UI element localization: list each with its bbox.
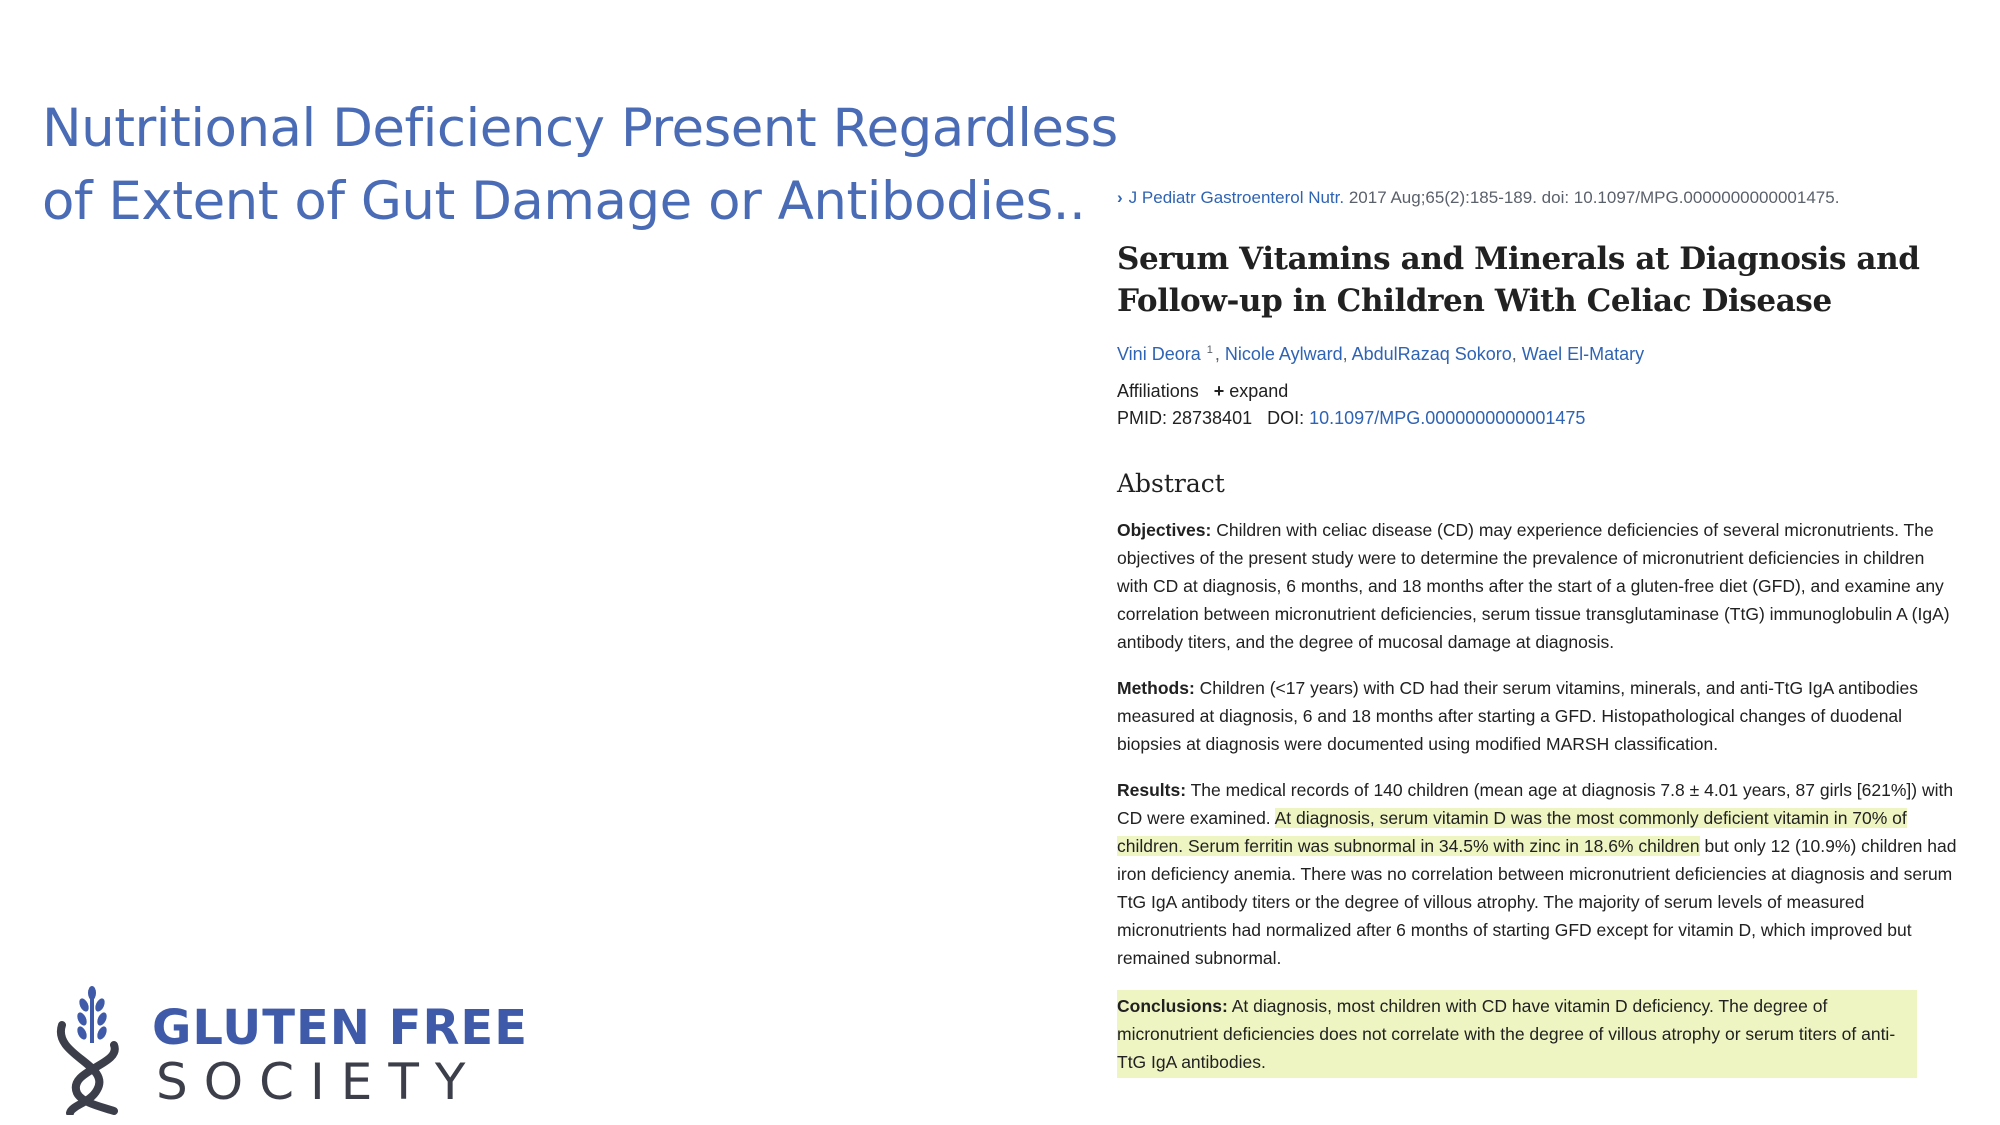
conclusions-text: At diagnosis, most children with CD have vitamin D deficiency. The degree of micronutrient deficiencies does not correlate with the degree of villous atrophy or serum titers of anti-TtG IgA antibodies. [1117, 996, 1896, 1072]
wheat-dna-icon [52, 985, 132, 1115]
pmid: PMID: 28738401 [1117, 408, 1253, 428]
doi-label: DOI: [1267, 408, 1305, 428]
gluten-free-society-logo [52, 985, 528, 1115]
plus-icon[interactable]: + [1213, 381, 1225, 401]
author-link[interactable]: Wael El-Matary [1521, 344, 1645, 364]
author-link[interactable]: AbdulRazaq Sokoro [1351, 344, 1512, 364]
article-title-line2: Follow-up in Children With Celiac Disease [1117, 283, 1832, 319]
abstract-body [1117, 516, 1957, 1078]
objectives-label: Objectives: [1117, 520, 1212, 540]
article-title-line1: Serum Vitamins and Minerals at Diagnosis and [1117, 241, 1920, 277]
affiliations-label: Affiliations [1117, 381, 1199, 401]
slide-title-line2: of Extent of Gut Damage or Antibodies.. [42, 171, 1086, 232]
doi-link[interactable]: 10.1097/MPG.0000000000001475 [1309, 408, 1586, 428]
article-title [1117, 238, 1957, 322]
methods-text: Children (<17 years) with CD had their serum vitamins, minerals, and anti-TtG IgA antibodies measured at diagnosis, 6 and 18 months after starting a GFD. Histopathological changes of duodenal biopsies at diagnosis were documented using modified MARSH classification. [1117, 678, 1918, 754]
results-highlight: At diagnosis, serum vitamin D was the most commonly deficient vitamin in 70% of children. Serum ferritin was subnormal in 34.5% with zinc in 18.6% children [1117, 808, 1907, 856]
citation [1117, 186, 1957, 210]
affiliation-marker[interactable]: 1 [1206, 344, 1213, 356]
article-screenshot [1117, 186, 1957, 1078]
conclusions-paragraph [1117, 990, 1957, 1078]
author-list: Vini Deora $^1$ , Nicole Aylward, AbdulRazaq Sokoro, Wael El-Matary [1117, 344, 1645, 364]
results-text-1: The medical records of 140 children (mean age at diagnosis 7.8 ± 4.01 years, 87 girls [621%]) with CD were examined. [1117, 780, 1954, 828]
conclusions-highlight [1117, 990, 1917, 1078]
objectives-paragraph [1117, 516, 1957, 656]
results-label: Results: [1117, 780, 1187, 800]
results-text-2: but only 12 (10.9%) children had iron deficiency anemia. There was no correlation between micronutrient deficiencies at diagnosis and serum TtG IgA antibody titers or the degree of villous atrophy. The majority of serum levels of measured micronutrients had normalized after 6 months of starting GFD except for vitamin D, which improved but remained subnormal. [1117, 836, 1957, 968]
logo-text-line2: SOCIETY [156, 1053, 482, 1111]
slide-title-line1: Nutritional Deficiency Present Regardless [42, 98, 1118, 159]
identifiers-row [1117, 408, 1957, 429]
citation-details: 2017 Aug;65(2):185-189. doi: 10.1097/MPG.0000000000001475. [1348, 188, 1840, 207]
author-link[interactable]: Vini Deora [1117, 344, 1201, 364]
conclusions-label: Conclusions: [1117, 996, 1228, 1016]
journal-link[interactable]: J Pediatr Gastroenterol Nutr. [1128, 188, 1345, 207]
author-link[interactable]: Nicole Aylward [1224, 344, 1343, 364]
methods-label: Methods: [1117, 678, 1195, 698]
slide-title [42, 92, 1142, 238]
methods-paragraph [1117, 674, 1957, 758]
chevron-right-icon[interactable]: › [1117, 188, 1123, 207]
affiliations-row [1117, 381, 1957, 402]
abstract-heading: Abstract [1117, 469, 1225, 498]
logo-text-line1: GLUTEN FREE [152, 1000, 528, 1056]
expand-link[interactable]: expand [1229, 381, 1289, 401]
objectives-text: Children with celiac disease (CD) may experience deficiencies of several micronutrients. The objectives of the present study were to determine the prevalence of micronutrient deficiencies in children with CD at diagnosis, 6 months, and 18 months after the start of a gluten-free diet (GFD), and examine any correlation between micronutrient deficiencies, serum tissue transglutaminase (TtG) immunoglobulin A (IgA) antibody titers, and the degree of mucosal damage at diagnosis. [1117, 520, 1950, 652]
results-paragraph [1117, 776, 1957, 972]
